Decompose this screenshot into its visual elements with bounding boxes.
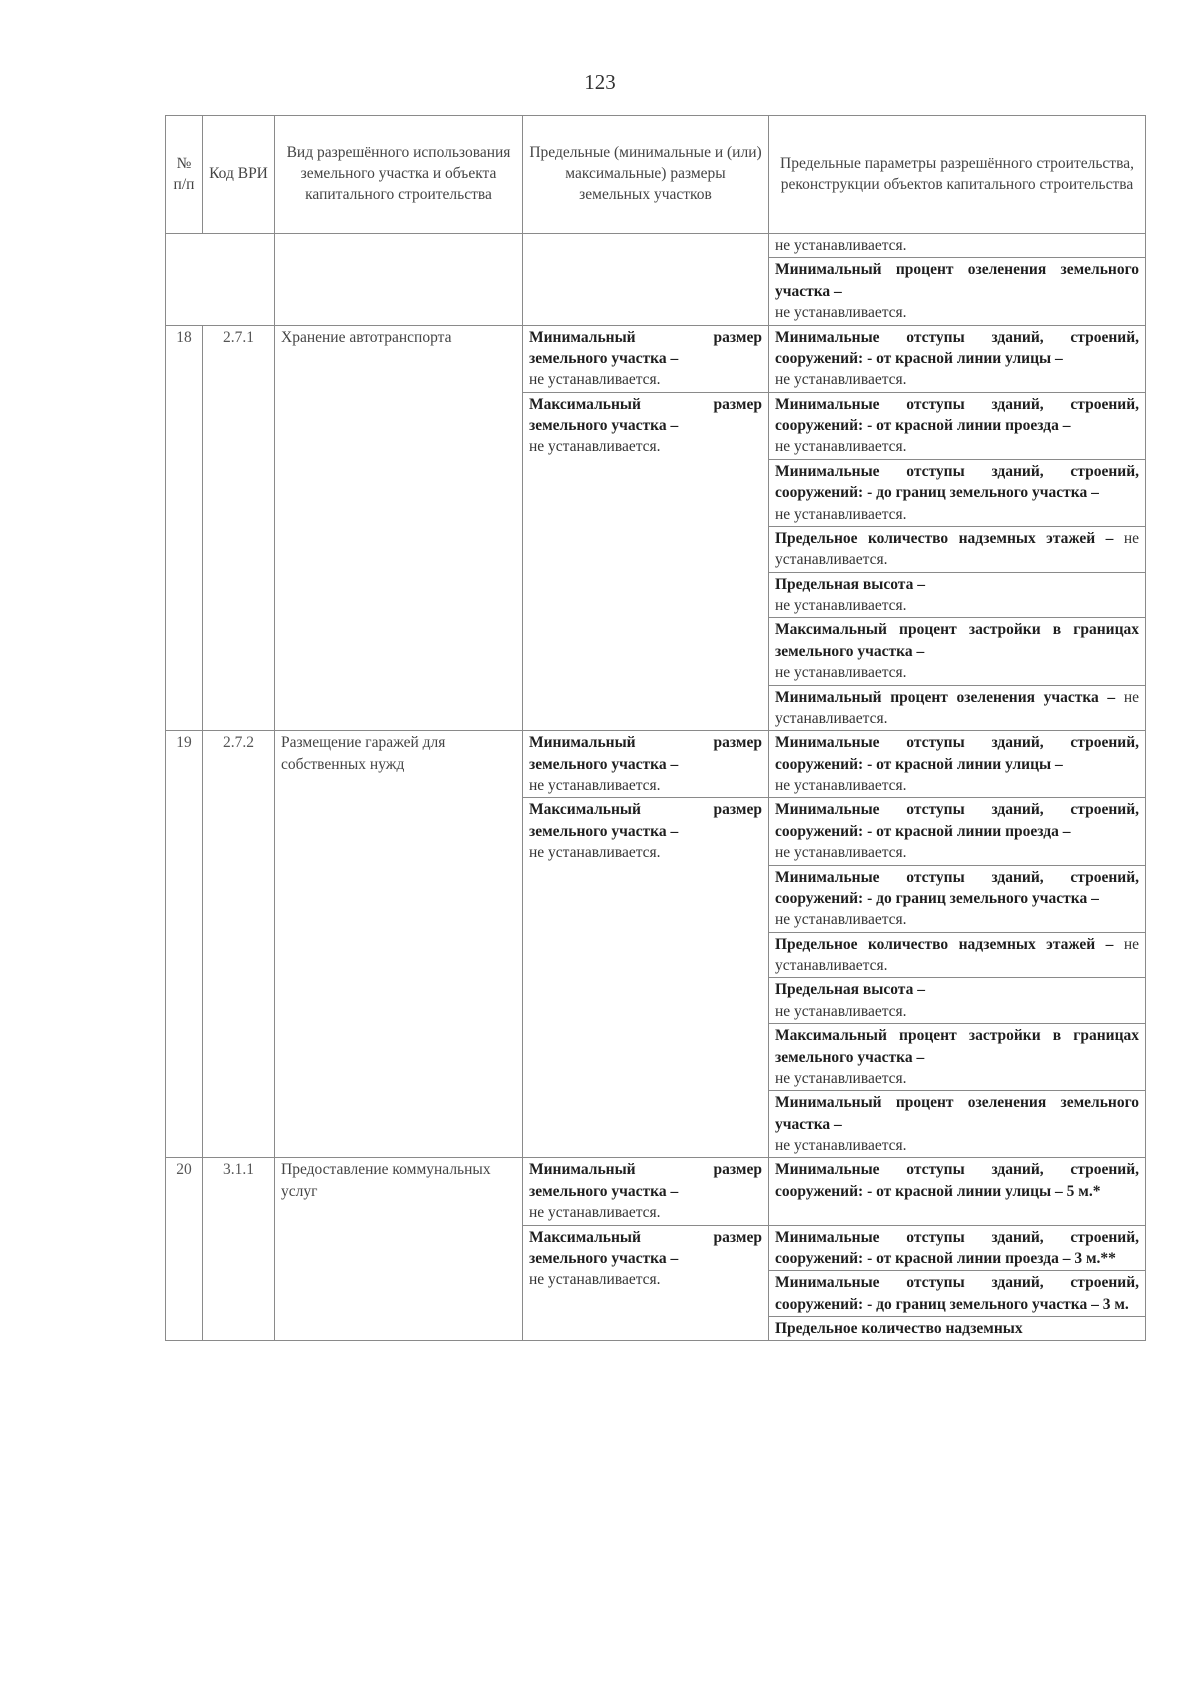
size-value: не устанавливается. <box>529 1204 661 1222</box>
param-label: Минимальные отступы зданий, строений, сооружений: - до границ земельного участка – <box>775 462 1139 502</box>
param-label: Предельная высота – <box>775 981 925 999</box>
param-value: не устанавливается. <box>775 1069 907 1087</box>
cont-num-code <box>166 234 275 326</box>
param-value: не устанавливается. <box>775 597 907 614</box>
param-label: Предельное количество надземных этажей – <box>775 935 1114 953</box>
param-cell <box>769 572 1146 618</box>
param-cell <box>769 1158 1146 1225</box>
param-value: не устанавливается. <box>775 911 907 929</box>
param-value: не устанавливается. <box>775 935 1140 974</box>
param-label: Минимальные отступы зданий, строений, сооружений: - от красной линии проезда – 3 м.** <box>775 1228 1139 1267</box>
param-label: Минимальный процент озеленения земельного участка – <box>775 261 1139 300</box>
row-num: 19 <box>166 731 203 1158</box>
size-min-cell <box>523 1158 769 1225</box>
row-use-name: Размещение гаражей для собственных нужд <box>275 731 523 1158</box>
param-label: Минимальные отступы зданий, строений, сооружений: - до границ земельного участка – <box>775 868 1139 907</box>
param-value: не устанавливается. <box>775 777 907 794</box>
param-label: Минимальный процент озеленения участка – <box>775 688 1116 706</box>
param-value: не устанавливается. <box>775 664 907 682</box>
page-number: 123 <box>584 70 616 94</box>
param-label: Минимальные отступы зданий, строений, сооружений: - от красной линии улицы – <box>775 328 1139 367</box>
param-label: Минимальные отступы зданий, строений, сооружений: - от красной линии проезда – <box>775 801 1139 840</box>
row-code: 2.7.1 <box>203 325 275 731</box>
param-cell <box>769 526 1146 572</box>
param-cell <box>769 1024 1146 1091</box>
row-use-name: Хранение автотранспорта <box>275 325 523 731</box>
param-cell <box>769 234 1146 258</box>
size-label: Максимальный размер земельного участка – <box>529 1228 762 1267</box>
param-label: Предельная высота – <box>775 575 925 593</box>
param-cell <box>769 459 1146 526</box>
param-cell <box>769 978 1146 1024</box>
size-label: Минимальный размер земельного участка – <box>529 328 762 367</box>
param-cell <box>769 865 1146 932</box>
param-cell <box>769 1091 1146 1158</box>
size-min-cell <box>523 325 769 392</box>
param-value: не устанавливается. <box>775 529 1140 569</box>
size-label: Максимальный размер земельного участка – <box>529 395 762 434</box>
param-value: не устанавливается. <box>775 844 907 862</box>
header-size: Предельные (минимальные и (или) максимальные) размеры земельных участков <box>523 116 769 234</box>
param-label: Минимальные отступы зданий, строений, сооружений: - от красной линии улицы – 5 м.* <box>775 1161 1139 1200</box>
param-value: не устанавливается. <box>775 505 907 523</box>
param-cell <box>769 798 1146 865</box>
param-cell <box>769 1317 1146 1341</box>
size-label: Минимальный размер земельного участка – <box>529 1161 762 1200</box>
size-value: не устанавливается. <box>529 777 661 794</box>
cont-size <box>523 234 769 326</box>
param-label: Предельное количество надземных этажей – <box>775 529 1114 547</box>
row-code: 3.1.1 <box>203 1158 275 1341</box>
param-label: Максимальный процент застройки в границах земельного участка – <box>775 621 1139 660</box>
size-value: не устанавливается. <box>529 371 661 389</box>
size-label: Максимальный размер земельного участка – <box>529 801 762 840</box>
size-max-cell <box>523 392 769 731</box>
table-row <box>166 234 1146 258</box>
param-cell <box>769 932 1146 978</box>
size-value: не устанавливается. <box>529 844 661 862</box>
param-label: Минимальные отступы зданий, строений, сооружений: - до границ земельного участка – 3 м. <box>775 1274 1139 1313</box>
param-label: Предельное количество надземных <box>775 1320 1023 1337</box>
param-label: Минимальные отступы зданий, строений, сооружений: - от красной линии улицы – <box>775 734 1139 773</box>
size-min-cell <box>523 731 769 798</box>
header-params: Предельные параметры разрешённого строительства, реконструкции объектов капитального строительства <box>769 116 1146 234</box>
cont-name <box>275 234 523 326</box>
size-max-cell <box>523 798 769 1158</box>
param-cell <box>769 1271 1146 1317</box>
param-cell <box>769 258 1146 325</box>
size-label: Минимальный размер земельного участка – <box>529 734 762 773</box>
param-label: Минимальный процент озеленения земельного участка – <box>775 1094 1139 1133</box>
param-value: не устанавливается. <box>775 371 907 389</box>
size-max-cell <box>523 1225 769 1341</box>
param-cell <box>769 685 1146 731</box>
param-label: Минимальные отступы зданий, строений, сооружений: - от красной линии проезда – <box>775 395 1139 434</box>
param-cell <box>769 392 1146 459</box>
param-value: не устанавливается. <box>775 688 1139 727</box>
header-use: Вид разрешённого использования земельного участка и объекта капитального строительства <box>275 116 523 234</box>
param-cell <box>769 618 1146 685</box>
size-value: не устанавливается. <box>529 1271 661 1289</box>
header-code: Код ВРИ <box>203 116 275 234</box>
table-header-row <box>166 116 1146 234</box>
table-row <box>166 325 1146 392</box>
row-num: 18 <box>166 325 203 731</box>
zoning-parameters-table <box>165 115 1146 1341</box>
param-value: не устанавливается. <box>775 1137 907 1154</box>
row-use-name: Предоставление коммунальных услуг <box>275 1158 523 1341</box>
header-num: № п/п <box>166 116 203 234</box>
param-cell <box>769 325 1146 392</box>
param-cell <box>769 1225 1146 1271</box>
param-value: не устанавливается. <box>775 1002 907 1020</box>
param-value: не устанавливается. <box>775 237 907 254</box>
table-row <box>166 1158 1146 1225</box>
param-value: не устанавливается. <box>775 304 907 322</box>
param-cell <box>769 731 1146 798</box>
row-num: 20 <box>166 1158 203 1341</box>
row-code: 2.7.2 <box>203 731 275 1158</box>
param-value: не устанавливается. <box>775 438 907 456</box>
table-row <box>166 731 1146 798</box>
param-label: Максимальный процент застройки в границах земельного участка – <box>775 1027 1139 1066</box>
size-value: не устанавливается. <box>529 438 661 456</box>
